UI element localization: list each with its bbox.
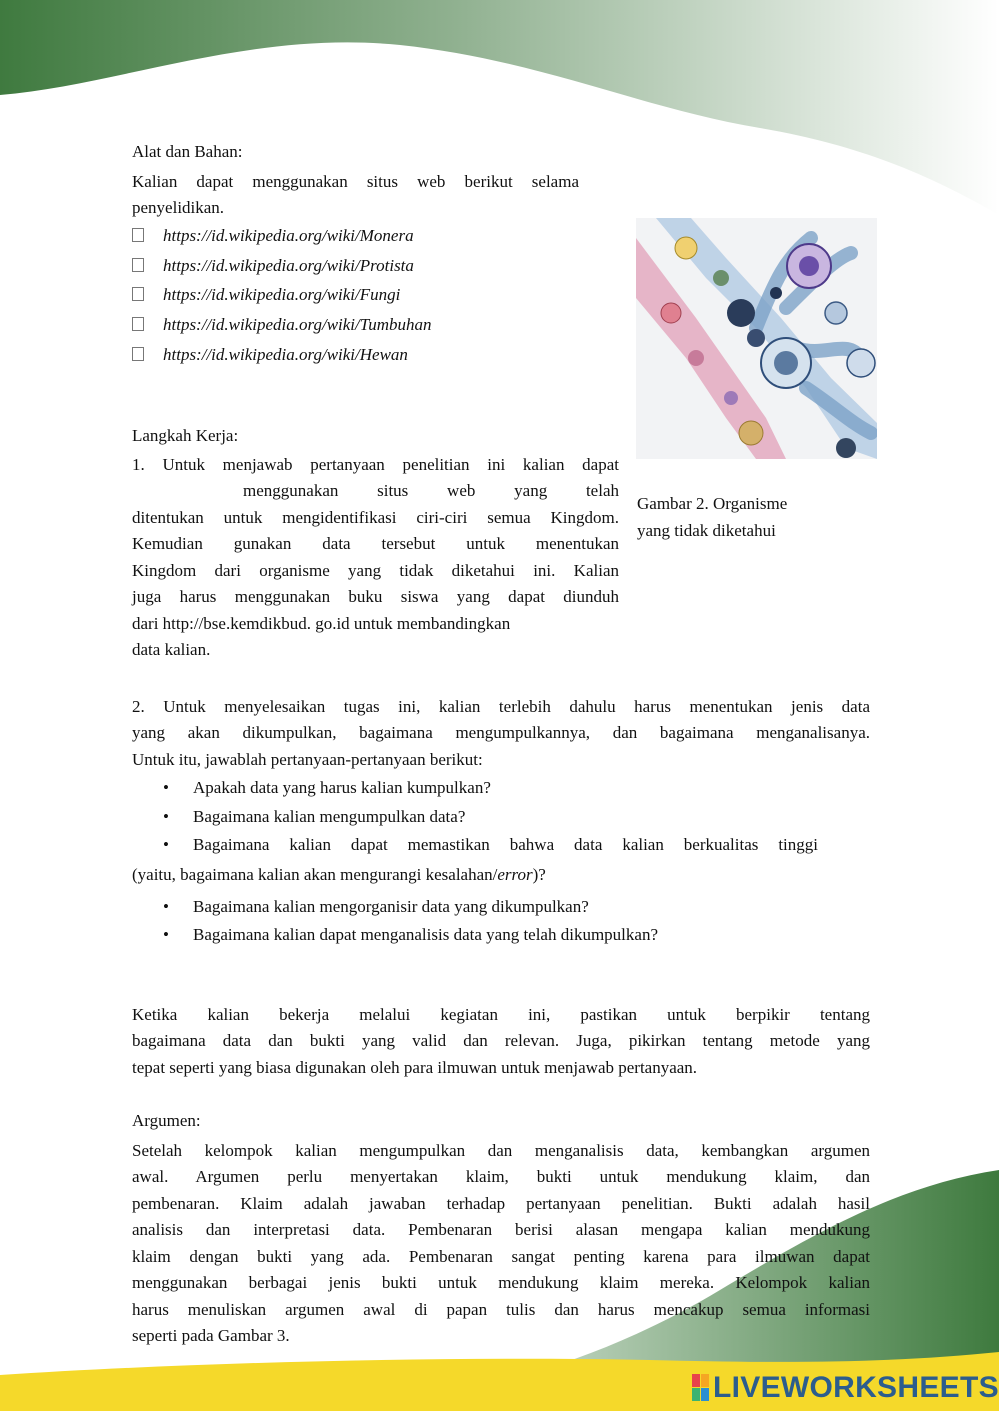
bullet-box-icon — [132, 228, 144, 242]
argumen-line: harus menuliskan argumen awal di papan tulis dan harus mencakup semua informasi — [132, 1300, 870, 1319]
link-text[interactable]: https://id.wikipedia.org/wiki/Monera — [163, 226, 414, 245]
argumen-line: klaim dengan bukti yang ada. Pembenaran sangat penting karena para ilmuwan dapat — [132, 1247, 870, 1266]
step1-line: Kingdom dari organisme yang tidak diketahui ini. Kalian — [132, 561, 619, 580]
step2-line: yang akan dikumpulkan, bagaimana mengumpulkannya, dan bagaimana menganalisanya. — [132, 723, 870, 742]
argumen-line: menggunakan berbagai jenis bukti untuk mendukung klaim mereka. Kelompok kalian — [132, 1273, 870, 1292]
step1-line: data kalian. — [132, 640, 211, 659]
question-bullet — [163, 922, 658, 949]
continuation-text: (yaitu, bagaimana kalian akan mengurangi kesalahan/ — [132, 865, 498, 884]
step1-line: Kemudian gunakan data tersebut untuk menentukan — [132, 534, 619, 553]
link-item[interactable] — [132, 310, 432, 340]
question-bullet — [163, 775, 491, 802]
step1-line: menggunakan situs web yang telah — [243, 481, 619, 500]
ketika-line: bagaimana data dan bukti yang valid dan relevan. Juga, pikirkan tentang metode yang — [132, 1031, 870, 1050]
link-item[interactable] — [132, 251, 432, 281]
link-item[interactable] — [132, 221, 432, 251]
question-bullet — [163, 894, 589, 921]
link-text[interactable]: https://id.wikipedia.org/wiki/Protista — [163, 255, 414, 275]
step2-line: Untuk itu, jawablah pertanyaan-pertanyaan berikut: — [132, 750, 483, 769]
step2-line: 2. Untuk menyelesaikan tugas ini, kalian terlebih dahulu harus menentukan jenis data — [132, 697, 870, 716]
question-continuation — [132, 862, 546, 889]
caption-line1: Gambar 2. Organisme — [637, 494, 788, 513]
liveworksheets-logo[interactable] — [692, 1369, 999, 1407]
argumen-line: seperti pada Gambar 3. — [132, 1326, 290, 1345]
question-bullet — [163, 832, 818, 859]
live-badge-icon — [692, 1374, 710, 1402]
link-text[interactable]: https://id.wikipedia.org/wiki/Hewan — [163, 344, 408, 364]
argumen-line: Setelah kelompok kalian mengumpulkan dan menganalisis data, kembangkan argumen — [132, 1141, 870, 1160]
question-bullet — [163, 804, 465, 831]
argumen-heading: Argumen: — [132, 1111, 201, 1130]
langkah-heading: Langkah Kerja: — [132, 426, 239, 445]
question-text: Bagaimana kalian dapat memastikan bahwa data kalian berkualitas tinggi — [193, 835, 818, 854]
link-item[interactable] — [132, 340, 432, 370]
link-text[interactable]: https://id.wikipedia.org/wiki/Fungi — [163, 285, 401, 305]
question-text: Bagaimana kalian mengorganisir data yang dikumpulkan? — [193, 897, 589, 916]
argumen-line: analisis dan interpretasi data. Pembenaran berisi alasan mengapa kalian mendukung — [132, 1220, 870, 1239]
alat-intro-line2: penyelidikan. — [132, 198, 225, 217]
bullet-dot-icon: • — [163, 897, 169, 916]
link-item[interactable] — [132, 280, 432, 310]
organism-figure-image — [636, 218, 877, 459]
bullet-box-icon — [132, 317, 144, 331]
step1-line: ditentukan untuk mengidentifikasi ciri-ciri semua Kingdom. — [132, 508, 619, 527]
bullet-box-icon — [132, 347, 144, 361]
step1-line: 1. Untuk menjawab pertanyaan penelitian ini kalian dapat — [132, 455, 619, 474]
bullet-dot-icon: • — [163, 807, 169, 826]
link-text[interactable]: https://id.wikipedia.org/wiki/Tumbuhan — [163, 315, 432, 335]
step1-line: juga harus menggunakan buku siswa yang dapat diunduh — [132, 587, 619, 606]
ketika-line: Ketika kalian bekerja melalui kegiatan ini, pastikan untuk berpikir tentang — [132, 1005, 870, 1024]
question-text: Bagaimana kalian dapat menganalisis data yang telah dikumpulkan? — [193, 925, 658, 944]
caption-line2: yang tidak diketahui — [637, 520, 776, 540]
alat-intro-line1: Kalian dapat menggunakan situs web berikut selama — [132, 172, 579, 191]
continuation-end: )? — [532, 865, 546, 884]
bullet-box-icon — [132, 258, 144, 272]
bullet-dot-icon: • — [163, 835, 169, 854]
logo-text: LIVEWORKSHEETS — [713, 1371, 999, 1404]
question-text: Bagaimana kalian mengumpulkan data? — [193, 807, 466, 826]
step1-line: dari http://bse.kemdikbud. go.id untuk membandingkan — [132, 614, 511, 633]
argumen-line: awal. Argumen perlu menyertakan klaim, bukti untuk mendukung klaim, dan — [132, 1167, 870, 1186]
question-text: Apakah data yang harus kalian kumpulkan? — [193, 778, 491, 797]
alat-heading: Alat dan Bahan: — [132, 142, 243, 161]
ketika-line: tepat seperti yang biasa digunakan oleh para ilmuwan untuk menjawab pertanyaan. — [132, 1058, 698, 1077]
bullet-box-icon — [132, 287, 144, 301]
bullet-dot-icon: • — [163, 778, 169, 797]
figure-caption — [637, 491, 837, 544]
bullet-dot-icon: • — [163, 925, 169, 944]
argumen-line: pembenaran. Klaim adalah jawaban terhadap pertanyaan penelitian. Bukti adalah hasil — [132, 1194, 870, 1213]
website-link-list — [132, 221, 432, 369]
continuation-italic: error — [497, 865, 533, 884]
